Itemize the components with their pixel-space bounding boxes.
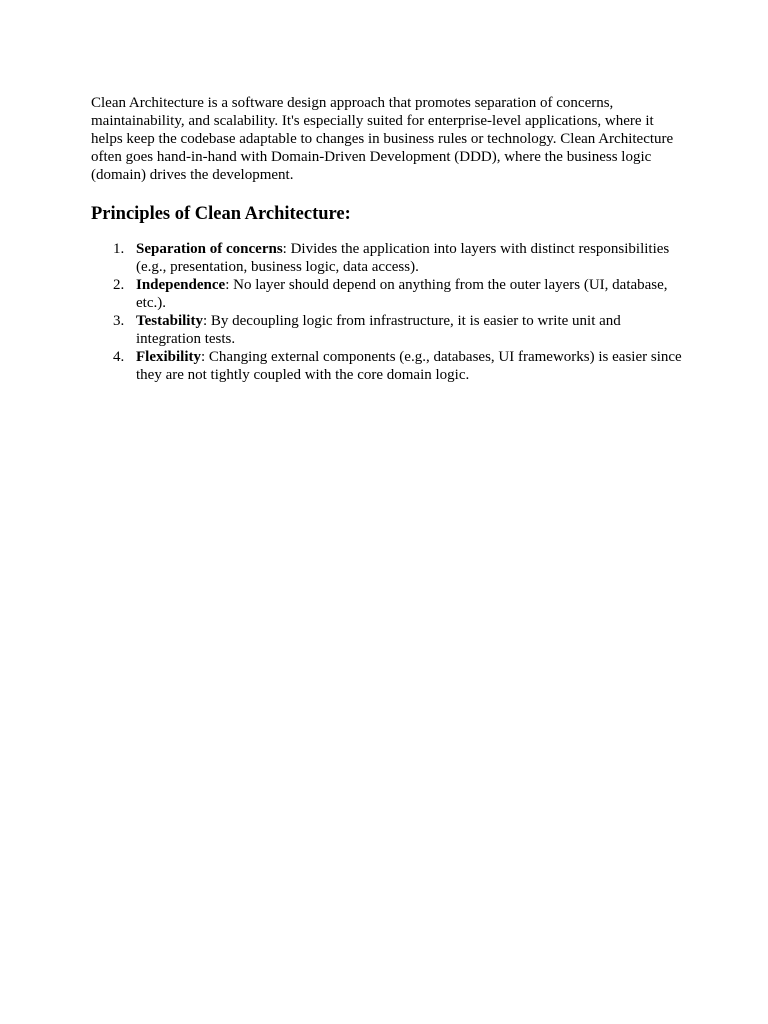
principle-description: : By decoupling logic from infrastructure, it is easier to write unit and integration tests. bbox=[136, 313, 621, 347]
principles-list bbox=[91, 240, 683, 384]
list-number: 2. bbox=[113, 277, 125, 293]
intro-paragraph: Clean Architecture is a software design approach that promotes separation of concerns, maintainability, and scalability. It's especially suited for enterprise-level applications, where it helps keep the codebase adaptable to changes in business rules or technology. Clean Architecture often goes hand-in-hand with Domain-Driven Development (DDD), where the business logic (domain) drives the development. bbox=[91, 95, 674, 183]
list-item bbox=[91, 348, 683, 384]
list-number: 1. bbox=[113, 241, 125, 257]
list-item bbox=[91, 276, 683, 312]
principle-term: Flexibility bbox=[136, 349, 201, 365]
section-heading: Principles of Clean Architecture: bbox=[91, 204, 351, 224]
list-item bbox=[91, 240, 683, 276]
list-number: 4. bbox=[113, 349, 125, 365]
list-number: 3. bbox=[113, 313, 125, 329]
principle-term: Separation of concerns bbox=[136, 241, 283, 257]
principle-term: Independence bbox=[136, 277, 226, 293]
principle-term: Testability bbox=[136, 313, 203, 329]
principle-description: : Divides the application into layers with distinct responsibilities (e.g., presentation, business logic, data access). bbox=[136, 241, 670, 275]
principle-description: : No layer should depend on anything from the outer layers (UI, database, etc.). bbox=[136, 277, 668, 311]
list-item bbox=[91, 312, 683, 348]
principle-description: : Changing external components (e.g., databases, UI frameworks) is easier since they are not tightly coupled with the core domain logic. bbox=[136, 349, 682, 383]
document-page bbox=[91, 94, 683, 384]
